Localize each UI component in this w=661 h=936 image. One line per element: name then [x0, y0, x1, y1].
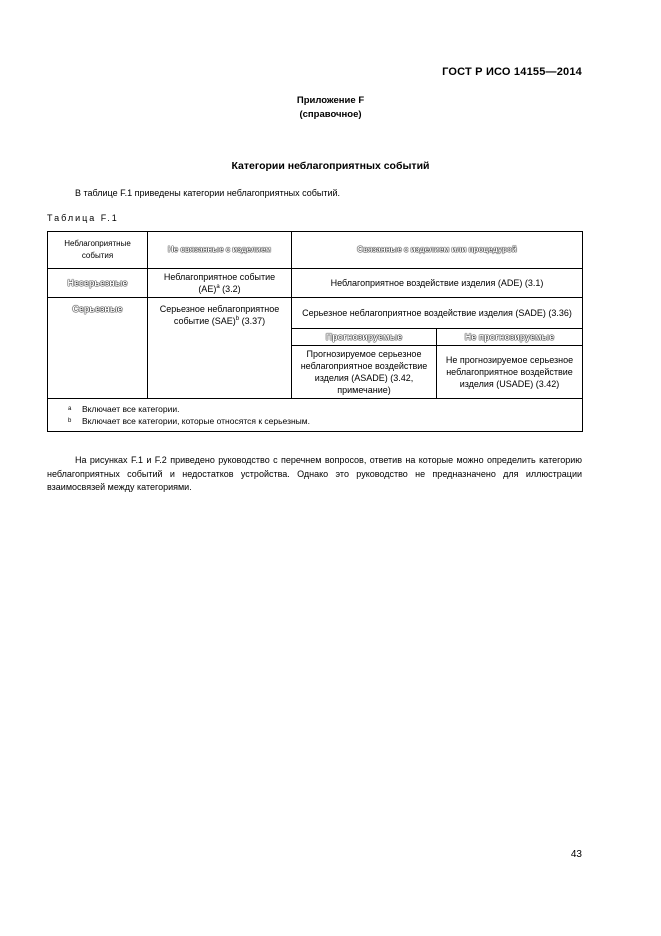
ae-text: Неблагоприятное событие (AE)	[163, 272, 276, 294]
unanticipated-header: Не прогнозируемые	[437, 329, 583, 346]
intro-text: В таблице F.1 приведены категории неблагоприятных событий.	[75, 188, 341, 198]
header-unrelated: Не связанные с изделием	[148, 232, 292, 269]
footnote-b-text: Включает все категории, которые относятся к серьезным.	[82, 416, 310, 426]
table-footnotes	[48, 399, 583, 432]
table-caption: Таблица F.1	[47, 213, 119, 223]
section-title: Категории неблагоприятных событий	[231, 160, 430, 172]
standard-header: ГОСТ Р ИСО 14155—2014	[442, 66, 582, 78]
cell-asade: Прогнозируемое серьезное неблагоприятное воздействие изделия (ASADE) (3.42, примечание)	[292, 346, 437, 399]
sae-footnote-mark: b	[235, 316, 240, 322]
row-nonserious-label: Несерьезные	[48, 269, 148, 298]
adverse-events-table	[47, 231, 583, 432]
footnote-a-mark: a	[68, 406, 72, 412]
page-number: 43	[570, 849, 582, 860]
cell-sae	[148, 298, 292, 399]
appendix-type: (справочное)	[299, 109, 362, 120]
header-events: Неблагоприятные события	[48, 232, 148, 269]
footnote-b	[68, 415, 574, 427]
footnote-a	[68, 403, 574, 415]
footnote-b-mark: b	[68, 418, 72, 424]
header-related: Связанные с изделием или процедурой	[292, 232, 583, 269]
appendix-title: Приложение F	[296, 95, 365, 106]
sae-text: Серьезное неблагоприятное событие (SAE)	[159, 304, 280, 326]
cell-ade: Неблагоприятное воздействие изделия (ADE) (3.1)	[292, 269, 583, 298]
sae-ref: (3.37)	[241, 316, 266, 326]
row-serious-label: Серьезные	[48, 298, 148, 399]
cell-sade: Серьезное неблагоприятное воздействие изделия (SADE) (3.36)	[292, 298, 583, 329]
cell-ae	[148, 269, 292, 298]
body-paragraph: На рисунках F.1 и F.2 приведено руководство с перечнем вопросов, ответив на которые можно определить категорию неблагоприятных событий и недостатков устройства. Однако это руководство не предназначено для иллюстрации взаимосвязей между категориями.	[47, 455, 582, 492]
anticipated-header: Прогнозируемые	[292, 329, 437, 346]
ae-ref: (3.2)	[222, 284, 241, 294]
ae-footnote-mark: a	[216, 284, 220, 290]
cell-usade: Не прогнозируемое серьезное неблагоприятное воздействие изделия (USADE) (3.42)	[437, 346, 583, 399]
footnote-a-text: Включает все категории.	[82, 404, 180, 414]
